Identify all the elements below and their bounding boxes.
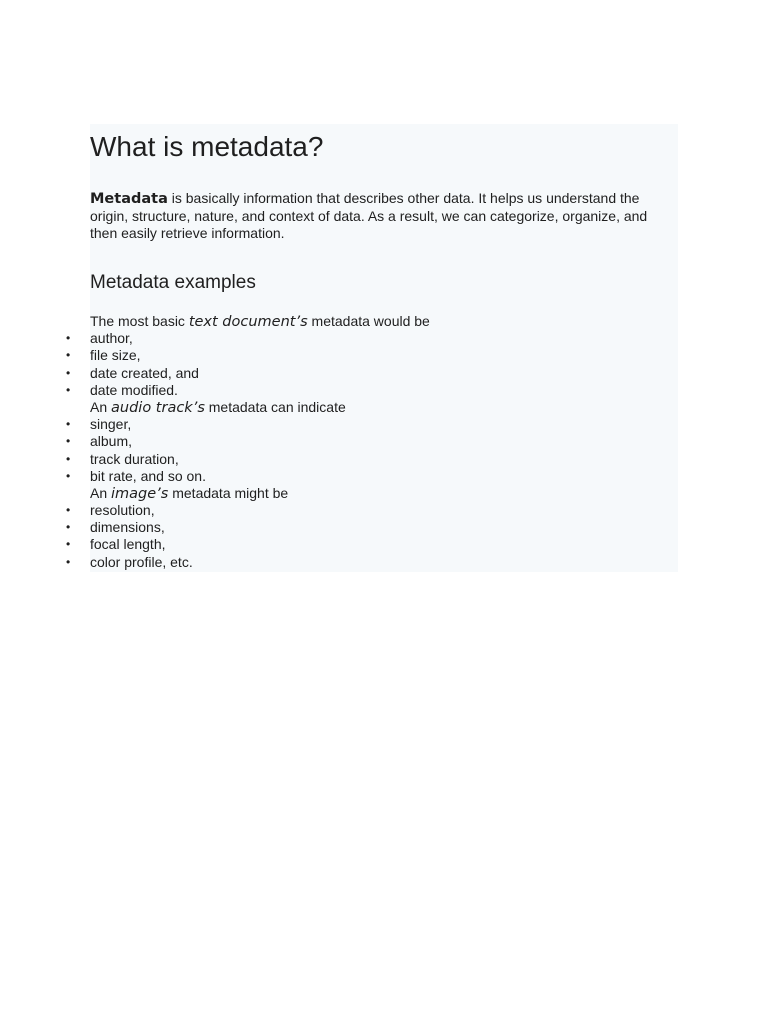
list-item: • date modified.	[90, 382, 680, 399]
page-title: What is metadata?	[90, 131, 324, 162]
list-item: • album,	[90, 433, 680, 450]
lead-text: An	[90, 398, 112, 415]
list-item: • resolution,	[90, 502, 680, 519]
lead-emphasis: image’s	[111, 485, 169, 502]
lead-text: metadata can indicate	[204, 398, 346, 415]
examples-heading: Metadata examples	[90, 272, 256, 293]
lead-text: metadata might be	[168, 484, 289, 501]
list-item: • track duration,	[90, 451, 680, 468]
intro-term: Metadata	[90, 191, 168, 207]
intro-text-line-2: origin, structure, nature, and context of data. As a result, we can categorize, organize, and	[90, 208, 648, 224]
examples-list	[90, 313, 680, 571]
list-item: • focal length,	[90, 536, 680, 553]
list-item: • color profile, etc.	[90, 554, 680, 571]
lead-text: metadata would be	[307, 313, 430, 329]
lead-text: The most basic	[90, 313, 189, 329]
intro-text-line-3: then easily retrieve information.	[90, 225, 285, 241]
list-item: • singer,	[90, 416, 680, 433]
intro-text-line-1: is basically information that describes other data. It helps us understand the	[167, 190, 640, 206]
lead-emphasis: audio track’s	[111, 399, 205, 416]
list-item: • file size,	[90, 347, 680, 364]
list-item: • author,	[90, 330, 680, 347]
lead-text: An	[90, 484, 112, 501]
group-lead-text-document	[90, 313, 680, 330]
list-item: • date created, and	[90, 365, 680, 382]
group-lead-image	[90, 485, 680, 502]
list-item: • bit rate, and so on.	[90, 468, 680, 485]
group-lead-audio-track	[90, 399, 680, 416]
list-item: • dimensions,	[90, 519, 680, 536]
intro-paragraph	[90, 190, 675, 242]
lead-emphasis: text document’s	[188, 314, 308, 330]
